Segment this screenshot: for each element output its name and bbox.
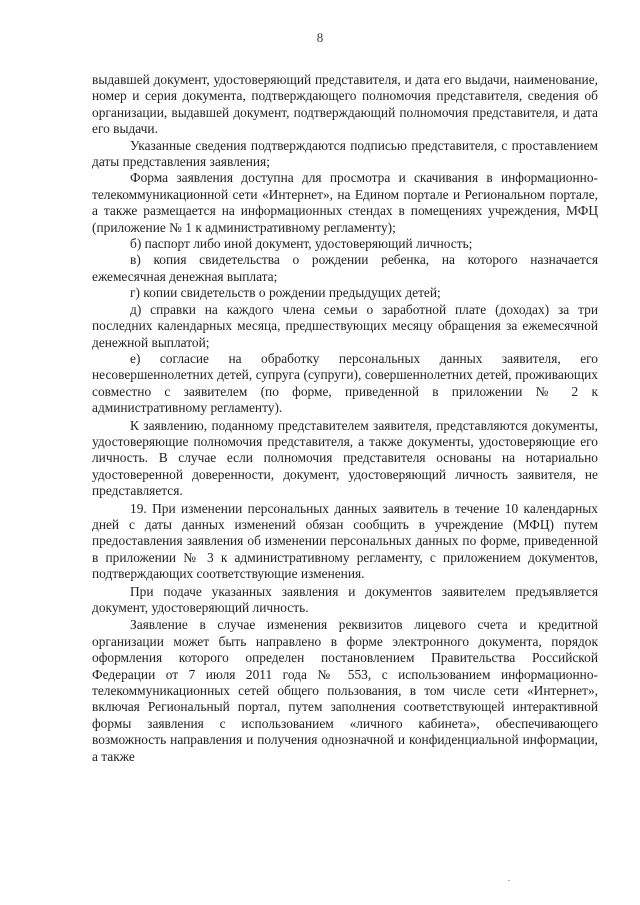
list-item-b-passport: б) паспорт либо иной документ, удостоверяющий личность; [130,236,473,252]
paragraph-19-personal-data-changes: 19. При изменении персональных данных заявитель в течение 10 календарных дней с даты данных изменений обязан сообщить в учреждение (МФЦ) путем предоставления заявления об изменении персональных данных по форме, приведенной в приложении № 3 к административному регламенту, с приложением документов, подтверждающих соответствующие изменения. [92,500,598,582]
page-number: 8 [316,30,324,45]
document-body [92,72,598,765]
paragraph-representative-document-details: выдавшей документ, удостоверяющий представителя, и дата его выдачи, наименование, номер и серия документа, подтверждающего полномочия представителя, сведения об организации, выдавшей документ, подтверждающий полномочия представителя, и дата его выдачи. [92,72,598,137]
scan-speck [508,880,510,881]
paragraph-identity-document-presentation: При подаче указанных заявления и документов заявителем предъявляется документ, удостоверяющий личность. [92,583,598,615]
paragraph-signature-confirmation: Указанные сведения подтверждаются подписью представителя, с проставлением даты представления заявления; [92,137,598,170]
paragraph-electronic-application: Заявление в случае изменения реквизитов лицевого счета и кредитной организации может быть направлено в форме электронного документа, порядок оформления которого определен постановлением Правительства Российской Федерации от 7 июля 2011 года № 553, с использованием информационно-телекоммуникационных сетей общего пользования, в том числе сети «Интернет», включая Региональный портал, путем заполнения соответствующей интерактивной формы заявления с использованием «личного кабинета», обеспечивающего возможность направления и получения однозначной и конфиденциальной информации, а также [92,617,598,764]
paragraph-representative-documents: К заявлению, поданному представителем заявителя, представляются документы, удостоверяющие полномочия представителя, а также документы, удостоверяющие его личность. В случае если полномочия представителя основаны на нотариально удостоверенной доверенности, документ, удостоверяющий личность заявителя, не представляется. [92,417,598,499]
list-item-g-previous-children-certificates: г) копии свидетельств о рождении предыдущих детей; [130,285,441,301]
paragraph-application-form-availability: Форма заявления доступна для просмотра и скачивания в информационно-телекоммуникационной сети «Интернет», на Едином портале и Региональном портале, а также размещается на информационных стендах в помещениях учреждения, МФЦ (приложение № 1 к административному регламенту); [92,170,598,235]
list-item-v-birth-certificate-copy: в) копия свидетельства о рождении ребенка, на которого назначается ежемесячная денежная выплата; [92,252,598,284]
list-item-e-personal-data-consent: е) согласие на обработку персональных данных заявителя, его несовершеннолетних детей, супруга (супруги), совершеннолетних детей, проживающих совместно с заявителем (по форме, приведенной в приложении № 2 к административному регламенту). [92,350,598,416]
list-item-d-income-statements: д) справки на каждого члена семьи о заработной плате (доходах) за три последних календарных месяца, предшествующих месяцу обращения за ежемесячной денежной выплатой; [92,301,598,350]
